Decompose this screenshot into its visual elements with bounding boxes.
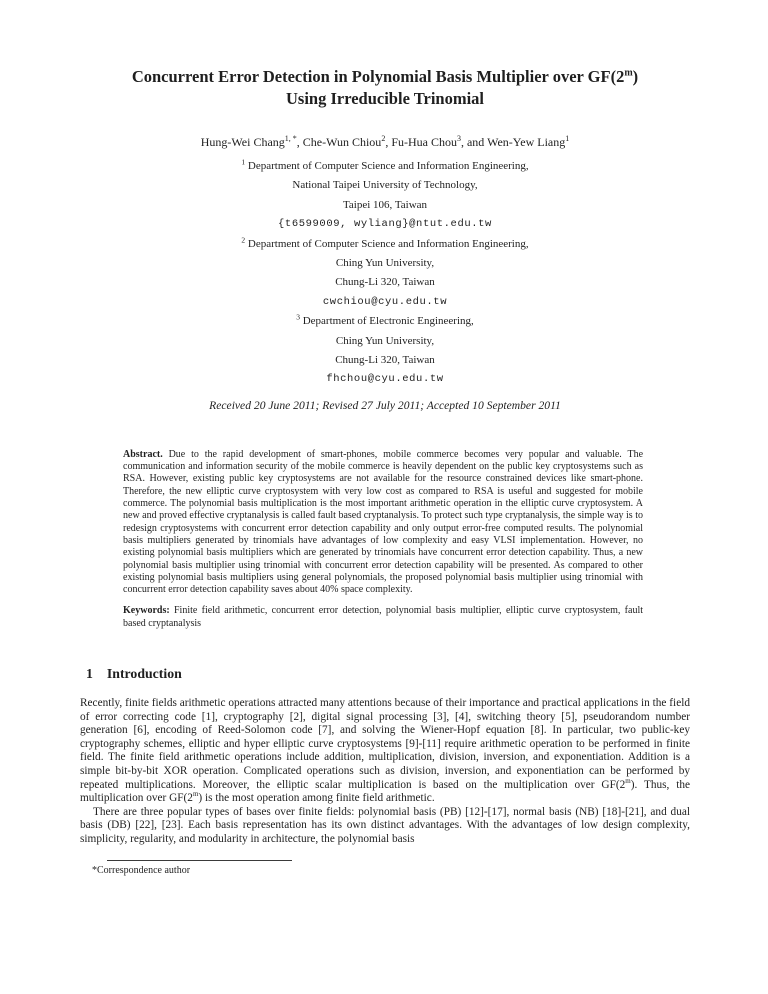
affiliation-3-university: Ching Yun University, [335, 334, 435, 347]
received-revised-accepted-line: Received 20 June 2011; Revised 27 July 2011; Accepted 10 September 2011 [209, 398, 561, 412]
affiliation-2-email: cwchiou@cyu.edu.tw [322, 295, 448, 308]
affiliation-3-mark: 3 [296, 312, 300, 322]
title-line1: Concurrent Error Detection in Polynomial Basis Multiplier over GF(2$^m$) [131, 67, 639, 86]
author-line: Hung-Wei Chang$^{1, *}$, Che-Wun Chiou$^2$, Fu-Hua Chou$^3$, and Wen-Yew Liang$^1$ [200, 134, 570, 149]
page-content [80, 0, 690, 876]
author-2-affmark: 2 [381, 134, 386, 143]
title-superscript-m: m [624, 67, 633, 79]
correspondence-footnote: *Correspondence author [92, 864, 191, 876]
affiliation-2-dept: $^2$ Department of Computer Science and Information Engineering, [241, 234, 529, 250]
affiliation-1-city: Taipei 106, Taiwan [342, 198, 428, 211]
footnote-marker: * [92, 864, 97, 876]
title-line2: Using Irreducible Trinomial [285, 89, 485, 108]
affiliation-2-city: Chung-Li 320, Taiwan [335, 276, 435, 289]
affiliation-3-city: Chung-Li 320, Taiwan [335, 354, 435, 367]
footnote-separator-rule [107, 860, 292, 861]
affiliation-1-mark: 1 [241, 157, 246, 167]
author-3: Fu-Hua Chou [391, 135, 457, 149]
author-1-affmark: 1, * [284, 134, 297, 143]
affiliation-3-dept: $^3$ Department of Electronic Engineering, [296, 312, 474, 328]
affiliation-2-university: Ching Yun University, [335, 257, 435, 270]
keywords-label: Keywords: [123, 605, 170, 617]
author-2: Che-Wun Chiou [302, 135, 382, 149]
section-1-heading [80, 666, 690, 682]
intro-paragraph-2: There are three popular types of bases over finite fields: polynomial basis (PB) [12]-[17], normal basis (NB) [18]-[21], and dual basis (DB) [22], [23]. Each basis representation has its own distinct advantages. With the advantages of low design complexity, simplicity, regularity, and modularity in architecture, the polynomial basis [80, 805, 690, 845]
affiliation-1-dept: $^1$ Department of Computer Science and Information Engineering, [241, 157, 529, 172]
affiliation-1-email: {t6599009, wyliang}@ntut.edu.tw [278, 218, 492, 231]
section-1-number: 1 [86, 666, 93, 682]
affiliation-2-mark: 2 [241, 234, 246, 244]
abstract-label: Abstract. [123, 448, 163, 460]
affiliation-3-email: fhchou@cyu.edu.tw [326, 373, 444, 386]
paper-title [80, 66, 690, 110]
keywords [123, 605, 643, 630]
affiliation-block [80, 157, 690, 390]
section-1-title: Introduction [106, 666, 182, 682]
abstract-text: Due to the rapid development of smart-phones, mobile commerce becomes very popular and valuable. The communication and information security of the mobile commerce is heavily dependent on the public key cryptosystems such as RSA. However, existing public key cryptosystems are not available for the resource constrained devices like smart-phone. Therefore, the new elliptic curve cryptosystem with very low cost as compared to RSA is useful and suggested for mobile commerce. The polynomial basis multiplication is the most important arithmetic operation in the elliptic curve cryptosystem. A new and proved effective cryptanalysis is called fault based cryptanalysis. To protect such type cryptanalysis, the simple way is to redesign cryptosystems with concurrent error detection capability and only output error-free computed results. The polynomial basis multipliers generated by trinomials have advantages of low complexity and easy VLSI implementation. However, no existing polynomial basis multipliers which are generated by trinomials have concurrent error detection capability. Thus, a new polynomial basis multiplier using trinomial with concurrent error detection capability will be presented. As compared to other existing polynomial basis multipliers using general polynomials, the proposed polynomial basis multiplier using trinomial with concurrent error detection capability saves about 40% space complexity. [123, 448, 644, 596]
author-3-affmark: 3 [456, 134, 461, 143]
abstract [123, 449, 643, 597]
keywords-text: Finite field arithmetic, concurrent error detection, polynomial basis multiplier, elliptic curve cryptosystem, fault based cryptanalysis [123, 605, 644, 629]
gf2m-superscript: m [192, 790, 199, 799]
affiliation-1-university: National Taipei University of Technology, [292, 179, 478, 192]
gf2m-superscript: m [625, 776, 631, 785]
author-4: Wen-Yew Liang [487, 135, 566, 149]
author-1: Hung-Wei Chang [200, 135, 285, 149]
author-4-affmark: 1 [565, 134, 570, 143]
intro-paragraph-1: Recently, finite fields arithmetic operations attracted many attentions because of their importance and practical applications in the field of error correcting code [1], cryptography [2], digital signal processing [3], [4], switching theory [5], pseudorandom number generation [6], encoding of Reed-Solomon code [7], and solving the Wiener-Hopf equation [8]. In particular, two public-key cryptography schemes, elliptic and hyper elliptic curve cryptosystems [9]-[11] require arithmetic operation to be performed in finite field. The finite field arithmetic operations include addition, multiplication, division, inversion, and exponentiation. Addition is a simple bit-by-bit XOR operation. Complicated operations such as division, inversion, and exponentiation can be performed by repeated multiplications. Moreover, the elliptic scalar multiplication is based on the multiplication over GF(2$^m$). Thus, the multiplication over GF(2$^m$) is the most operation among finite field arithmetic. [80, 697, 691, 805]
